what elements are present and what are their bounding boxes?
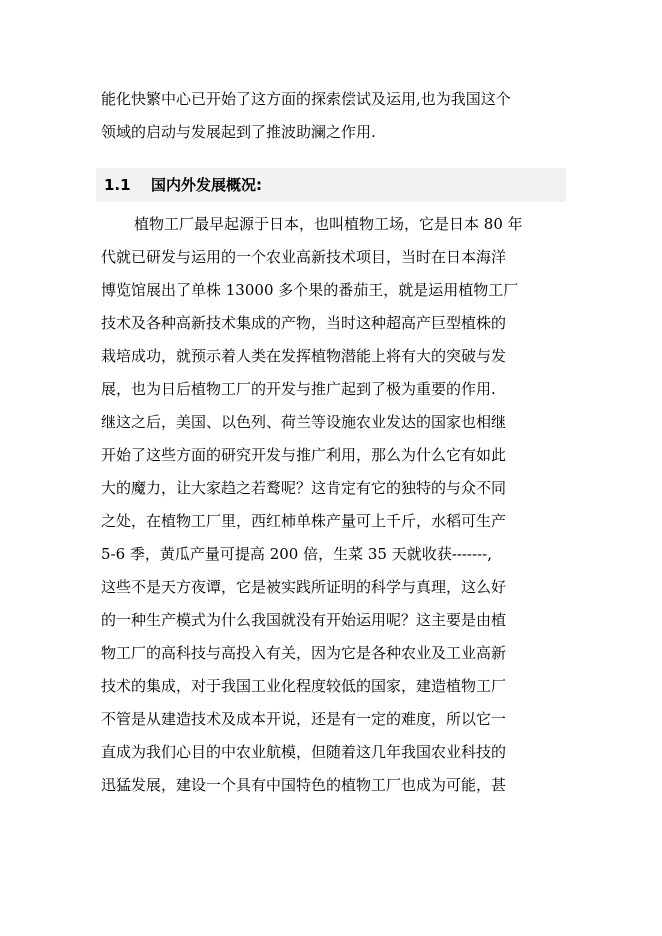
- body-line-18: 迅猛发展，建设一个具有中国特色的植物工厂也成为可能，甚: [101, 776, 507, 794]
- body-line-11: 5-6 季，黄瓜产量可提高 200 倍，生菜 35 天就收获-------,: [101, 545, 492, 563]
- body-line-5: 栽培成功，就预示着人类在发挥植物潜能上将有大的突破与发: [101, 347, 507, 365]
- body-line-7: 继这之后，美国、以色列、荷兰等设施农业发达的国家也相继: [101, 413, 507, 431]
- body-line-6: 展，也为日后植物工厂的开发与推广起到了极为重要的作用.: [101, 380, 496, 398]
- body-line-8: 开始了这些方面的研究开发与推广利用，那么为什么它有如此: [101, 446, 507, 464]
- intro-line-1: 能化快繁中心已开始了这方面的探索偿试及运用,也为我国这个: [101, 90, 511, 108]
- intro-line-2: 领域的启动与发展起到了推波助澜之作用.: [101, 123, 376, 141]
- body-line-13: 的一种生产模式为什么我国就没有开始运用呢？这主要是由植: [101, 611, 507, 629]
- body-line-4: 技术及各种高新技术集成的产物，当时这种超高产巨型植株的: [101, 314, 507, 332]
- body-line-17: 直成为我们心目的中农业航模，但随着这几年我国农业科技的: [101, 743, 507, 761]
- body-line-14: 物工厂的高科技与高投入有关，因为它是各种农业及工业高新: [101, 644, 507, 662]
- section-number: 1.1: [104, 176, 131, 194]
- body-line-1: 植物工厂最早起源于日本，也叫植物工场，它是日本 80 年: [134, 215, 523, 233]
- body-line-12: 这些不是天方夜谭，它是被实践所证明的科学与真理，这么好: [101, 578, 507, 596]
- body-line-9: 大的魔力，让大家趋之若鹜呢？这肯定有它的独特的与众不同: [101, 479, 507, 497]
- body-line-16: 不管是从建造技术及成本开说，还是有一定的难度，所以它一: [101, 710, 507, 728]
- body-line-2: 代就已研发与运用的一个农业高新技术项目，当时在日本海洋: [101, 248, 507, 266]
- body-line-10: 之处，在植物工厂里，西红柿单株产量可上千斤，水稻可生产: [101, 512, 507, 530]
- section-title: 国内外发展概况:: [151, 176, 262, 194]
- body-line-3: 博览馆展出了单株 13000 多个果的番茄王，就是运用植物工厂: [101, 281, 519, 299]
- body-line-15: 技术的集成，对于我国工业化程度较低的国家，建造植物工厂: [101, 677, 507, 695]
